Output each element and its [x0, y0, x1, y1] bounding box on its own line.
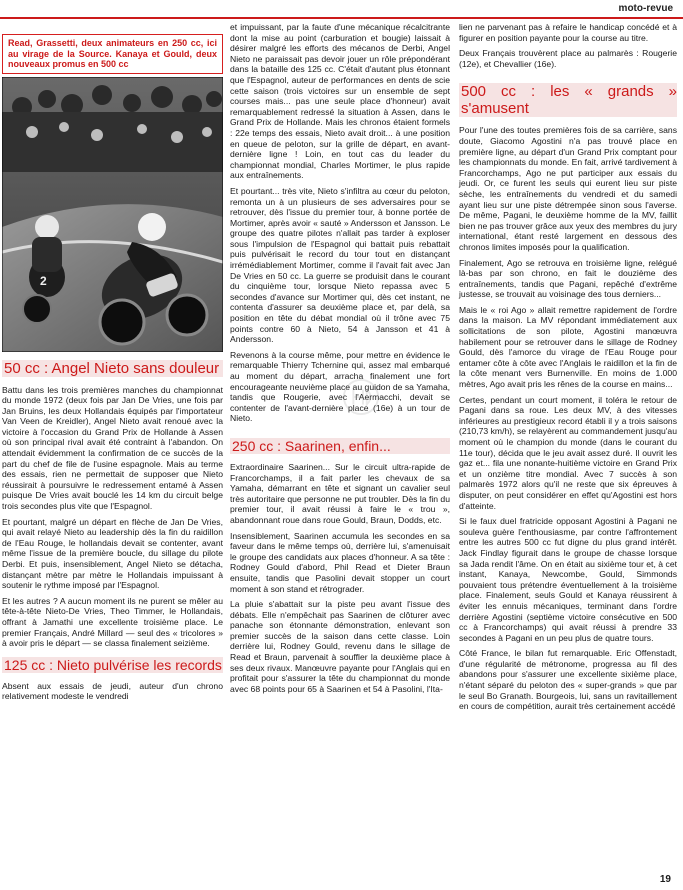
race-photo [2, 77, 223, 352]
watermark-logo-icon [342, 378, 380, 416]
paragraph: Et pourtant... très vite, Nieto s'infiltra au cœur du peloton, remonta un à un plusieurs de ses adversaires pour se retrouver, dès l'issue du premier tour, à bonne portée de Mortimer, après avoir « sauté » Andersson et Jansson. Le groupe des quatre pilotes n'allait pas tarder à exploser sous l'impulsion de l'Espagnol qui battait puis rebattait puis pulvérisait le record du tour tout en distançant irrémédiablement Mortimer, comme il l'avait fait avec Jan De Vries en 50 cc. La guerre se produisit dans le courant du cinquième tour, lorsque Nieto repassa avec 5 secondes d'avance sur Mortimer qui, dès cet instant, ne contenta d'assurer sa deuxième place et, par delà, sa position en tête du débat mondial où il trône avec 75 points contre 60 à Nieto, 54 à Jansson et 41 à Andersson. [230, 185, 450, 345]
section-heading-50cc: 50 cc : Angel Nieto sans douleur [4, 359, 220, 377]
paragraph: Revenons à la course même, pour mettre en évidence le remarquable Thierry Tchernine qui, assez mal embarqué au moment du départ, arracha finalement une fort encourageante neuvième place au guidon de sa Yamaha, tandis que Rougerie, avec l'Aermacchi, devait se contenter de l'avant-dernière place (16e) à un tour de Nieto. [230, 349, 450, 424]
paragraph: Certes, pendant un court moment, il toléra le retour de Pagani dans sa roue. Les deux MV, à des vitesses inférieures au prestigieux record établi il y a trois saisons (210,73 km/h), se relayèrent au commandement jusqu'au moment où le champion du monde (dans le courant du 11e tour), décida que le jeu avait assez duré. Il ouvrit les gaz et... fila une nonante-huitième victoire en Grand Prix et un onzième titre mondial. Avec 7 succès à son palmarès 1972 alors qu'il ne reste que six épreuves à disputer, on peut considérer en effet qu'Agostini est hors d'atteinte. [459, 394, 677, 511]
paragraph: La pluie s'abattait sur la piste peu avant l'issue des débats. Elle n'empêchait pas Saarinen de clôturer avec panache son étonnante démonstration, enlevant son premier succès de la saison dans cette classe. Loin derrière lui, Rodney Gould, revenu dans le sillage de Read et Braun, parvenait à souffler la deuxième place à ses deux rivaux. Manœuvre payante pour l'Anglais qui en profitait pour s'assurer la tête du championnat du monde avec 68 points pour 65 à Saarinen et 54 à Pasolini, l'Ita- [230, 599, 450, 694]
magazine-name: moto-revue [618, 3, 673, 14]
paragraph: Côté France, le bilan fut remarquable. Eric Offenstadt, d'une régularité de métronome, progressa au fil des abandons pour s'assurer une excellente sixième place, n'étant séparé du peloton des « super-grands » que par le seul Bo Granath. Bourgeois, lui, sans un ravitaillement en cours de compétition, aurait très certainement accédé [459, 648, 677, 712]
motorcycle-race-image [2, 77, 223, 352]
paragraph: Absent aux essais de jeudi, auteur d'un chrono relativement modeste le vendredi [2, 680, 223, 702]
svg-text:2: 2 [40, 273, 47, 288]
paragraph: Extraordinaire Saarinen... Sur le circuit ultra-rapide de Francorchamps, il a fait parler les chevaux de sa Yamaha, démarrant en tête et signant un cavalier seul très autoritaire que personne ne put troubler. Dès la fin du premier tour, il avait réussi à faire le « trou », abandonnant roue dans roue Gould, Braun, Dodds, etc. [230, 461, 450, 525]
paragraph: Deux Français trouvèrent place au palmarès : Rougerie (12e), et Chevallier (16e). [459, 48, 677, 69]
section-500cc-heading-box [459, 83, 677, 117]
paragraph: et impuissant, par la faute d'une mécanique récalcitrante dont la mise au point (carburation et bougie) laissait à désirer malgré les efforts des mécanos de Derbi, Angel Nieto ne paraissait pas devoir jouer un rôle prépondérant dans la bataille des 125 cc. C'était d'autant plus étonnant que l'Espagnol, auteur de performances en dents de scie cette saison (trois victoires sur un ensemble de sept courses mais... pas une seule place d'honneur) avait remarquablement redressé la situation à Assen, dans le Grand Prix de Hollande. Mais les chronos étaient formels : 22e temps des essais, Nieto avait droit... à une position en queue de peloton, sur la grille de départ, en avant-dernière ligne ! Loin, en tout cas du leader du championnat mondial, Charles Mortimer, le plus rapide aux entraînements. [230, 22, 450, 181]
column-2 [230, 22, 450, 699]
paragraph: Pour l'une des toutes premières fois de sa carrière, sans doute, Giacomo Agostini n'a pas trouvé place en première ligne, au départ d'un Grand Prix comptant pour les championnats du monde. En fait, arrivé tardivement à Francorchamps, Ago ne put participer aux essais du jeudi. Or, ce furent les seuls qui eurent lieu sur piste sèche, les entraînements du vendredi et du samedi ayant lieu sur une piste détrempée sinon sous l'averse. De même, Pagani, le deuxième homme de la MV, faillit bien ne pas trouver grâce aux yeux des membres du jury international, étant resté largement en dessous des chronos limites imposés pour la qualification. [459, 125, 677, 252]
paragraph: Si le faux duel fratricide opposant Agostini à Pagani ne souleva guère l'enthousiasme, par contre l'affrontement entre les autres 500 cc fut digne du plus grand intérêt. Jack Findlay figurait dans le groupe de chasse lorsque sa Jada rendit l'âme. On en était au sixième tour et, à cet instant, Kanaya, Newcombe, Gould, Simmonds pouvaient tous prétendre éventuellement à la troisième place. Finalement, seuls Gould et Kanaya réussirent à éviter les ennuis mécaniques, terminant dans l'ordre derrière Agostini (septième victoire consécutive en 500 cc à Francorchamps) qui avait réussi à prendre 33 secondes à Pagani en un peu plus de quatre tours. [459, 516, 677, 643]
paragraph: Et les autres ? A aucun moment ils ne purent se mêler au tête-à-tête Nieto-De Vries, Theo Timmer, le Hollandais, offrant à Jamathi une excellente troisième place. Le premier Français, André Millard — seul des « tricolores » à avoir pris le départ — se classa finalement seizième. [2, 595, 223, 649]
paragraph: Insensiblement, Saarinen accumula les secondes en sa faveur dans le même temps où, derrière lui, s'amenuisait le groupe des candidats aux places d'honneur. A sa tête : Rodney Gould d'abord, Phil Read et Dieter Braun ensuite, tandis que Pasolini devait stopper un court moment à son stand et rétrograder. [230, 530, 450, 594]
paragraph: Et pourtant, malgré un départ en flèche de Jan De Vries, qui avait relayé Nieto au leadership dès la fin du raidillon de l'Eau Rouge, le hollandais devait se contenter, avant même l'issue de la première boucle, du sillage du pilote Derbi. Et puis, insensiblement, Angel Nieto se détacha, distançant mètre par mètre le Hollandais impuissant à soutenir le rythme imposé par l'Espagnol. [2, 516, 223, 591]
section-heading-250cc: 250 cc : Saarinen, enfin... [232, 437, 391, 454]
column-3 [459, 22, 677, 717]
paragraph: lien ne parvenant pas à refaire le handicap concédé et à figurer en position payante pour la course au titre. [459, 22, 677, 43]
paragraph: Battu dans les trois premières manches du championnat du monde 1972 (deux fois par Jan De Vries, une fois par Jan Bruins, les deux Hollandais équipés par l'importateur Van Veen de Kreidler), Angel Nieto avait renoué avec la victoire à l'occasion du Grand Prix de Hollande à Assen où son principal rival avait été contraint à l'abandon. On attendait évidemment la confirmation de ce succès de la part du chef de file de l'usine espagnole. Mais au terme des essais, rien ne permettait de supposer que Nieto réussirait à poursuivre le redressement entamé à Assen puisque De Vries avait bouclé les 14 km du circuit belge trois secondes plus vite que l'Espagnol. [2, 384, 223, 512]
page-number: 19 [659, 874, 671, 885]
section-125cc-heading-box [2, 657, 223, 673]
paragraph: Finalement, Ago se retrouva en troisième ligne, relégué là-bas par son chrono, en fait le douzième des entraînements, tandis que Pagani, repêché d'extrême justesse, se trouvait au voisinage des tous derniers... [459, 257, 677, 300]
section-250cc-heading-box [230, 438, 450, 454]
paragraph: Mais le « roi Ago » allait remettre rapidement de l'ordre dans la maison. La MV répondant immédiatement aux sollicitations de son pilote, Agostini manœuvra habilement pour se retrouver dans le sillage de Rodney Gould, dès l'amorce du virage de l'Eau Rouge pour entamer côte à côte avec l'Anglais le raidillon et la fin de la côte menant vers Burnenville. En moins de 1.000 mètres, Ago avait pris les rênes de la course en mains... [459, 304, 677, 390]
section-heading-500cc: 500 cc : les « grands » s'amusent [461, 83, 677, 118]
header-rule [0, 17, 683, 19]
section-50cc-heading-box [2, 360, 223, 377]
section-heading-125cc: 125 cc : Nieto pulvérise les records [4, 656, 222, 673]
column-1 [2, 22, 223, 707]
photo-caption: Read, Grassetti, deux animateurs en 250 cc, ici au virage de la Source. Kanaya et Gould, deux nouveaux promus en 500 cc [2, 34, 223, 74]
